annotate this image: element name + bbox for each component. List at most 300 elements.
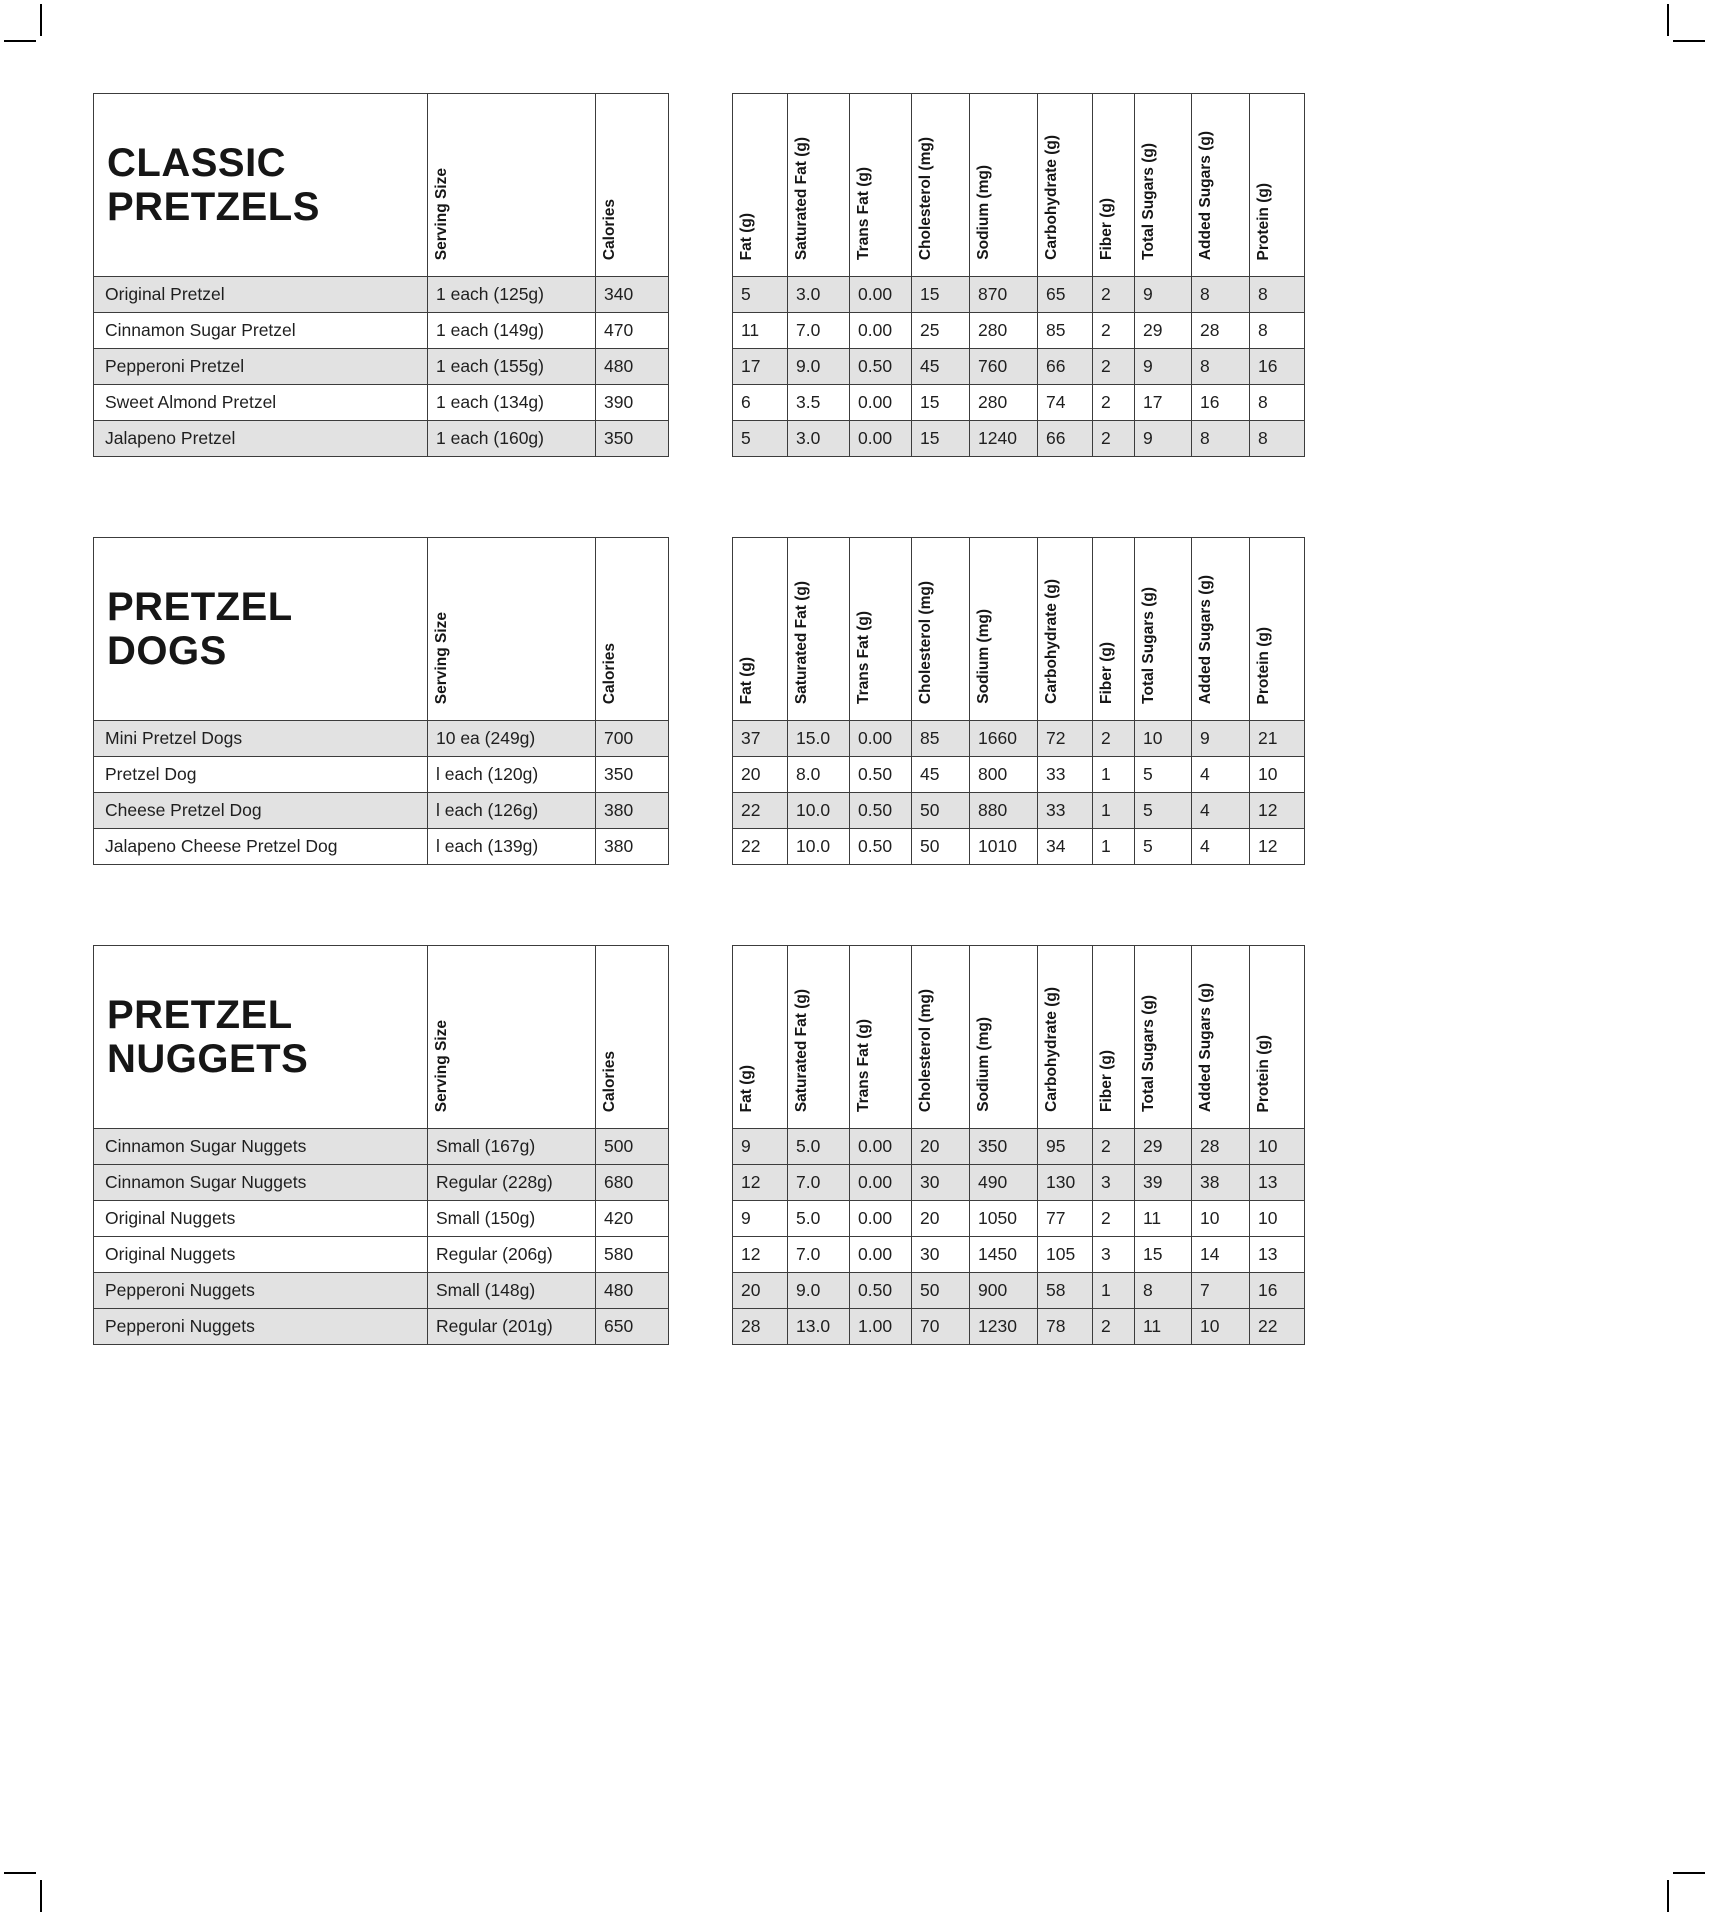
nutrition-value-cell: 0.50 xyxy=(850,1273,912,1309)
table-row xyxy=(733,1273,1305,1309)
table-row xyxy=(733,313,1305,349)
header-label: Protein (g) xyxy=(1255,626,1272,704)
nutrition-value-cell: 8 xyxy=(1192,277,1250,313)
serving-size-cell: Regular (228g) xyxy=(428,1165,596,1201)
crop-mark xyxy=(1667,1880,1669,1912)
nutrition-value-cell: 3 xyxy=(1093,1165,1135,1201)
nutrition-value-cell: 280 xyxy=(970,385,1038,421)
nutrition-value-cell: 20 xyxy=(912,1201,970,1237)
nutrition-value-cell: 0.50 xyxy=(850,829,912,865)
nutrition-value-cell: 880 xyxy=(970,793,1038,829)
nutrition-value-cell: 66 xyxy=(1038,421,1093,457)
nutrition-value-cell: 2 xyxy=(1093,313,1135,349)
table-row xyxy=(94,277,669,313)
calories-cell: 650 xyxy=(596,1309,669,1345)
menu-section xyxy=(93,93,1305,457)
header-label: Fat (g) xyxy=(738,656,755,704)
calories-cell: 390 xyxy=(596,385,669,421)
header-label: Fiber (g) xyxy=(1098,198,1115,260)
header-label: Saturated Fat (g) xyxy=(793,988,810,1112)
header-label: Cholesterol (mg) xyxy=(917,136,934,260)
crop-mark xyxy=(1673,1872,1705,1874)
nutrition-column-header xyxy=(1192,538,1250,721)
table-row xyxy=(733,829,1305,865)
item-name-cell: Cheese Pretzel Dog xyxy=(94,793,428,829)
nutrition-value-cell: 34 xyxy=(1038,829,1093,865)
nutrition-value-cell: 11 xyxy=(1135,1201,1192,1237)
nutrition-value-cell: 28 xyxy=(1192,1129,1250,1165)
nutrition-value-cell: 12 xyxy=(1250,829,1305,865)
nutrition-value-cell: 33 xyxy=(1038,757,1093,793)
header-label: Added Sugars (g) xyxy=(1197,130,1214,260)
nutrition-value-cell: 30 xyxy=(912,1165,970,1201)
nutrition-value-cell: 10 xyxy=(1250,1129,1305,1165)
nutrition-value-cell: 10 xyxy=(1250,1201,1305,1237)
serving-size-header xyxy=(428,538,596,721)
calories-cell: 340 xyxy=(596,277,669,313)
serving-size-cell: l each (126g) xyxy=(428,793,596,829)
items-header-row xyxy=(94,946,669,1129)
nutrition-value-cell: 0.00 xyxy=(850,1165,912,1201)
nutrition-column-header xyxy=(1038,538,1093,721)
nutrition-value-cell: 1660 xyxy=(970,721,1038,757)
nutrition-value-cell: 870 xyxy=(970,277,1038,313)
nutrition-column-header xyxy=(788,538,850,721)
table-row xyxy=(94,385,669,421)
table-row xyxy=(94,1165,669,1201)
nutrition-column-header xyxy=(850,538,912,721)
nutrition-value-cell: 58 xyxy=(1038,1273,1093,1309)
nutrition-value-cell: 1 xyxy=(1093,1273,1135,1309)
nutrition-column-header xyxy=(733,538,788,721)
nutrition-value-cell: 70 xyxy=(912,1309,970,1345)
nutrition-value-cell: 3.0 xyxy=(788,277,850,313)
header-label: Carbohydrate (g) xyxy=(1043,987,1060,1112)
nutrition-column-header xyxy=(788,94,850,277)
item-name-cell: Original Nuggets xyxy=(94,1201,428,1237)
nutrition-value-cell: 7.0 xyxy=(788,1237,850,1273)
nutrition-column-header xyxy=(1250,94,1305,277)
menu-section xyxy=(93,537,1305,865)
nutrition-value-cell: 12 xyxy=(1250,793,1305,829)
nutrition-value-cell: 760 xyxy=(970,349,1038,385)
header-label: Calories xyxy=(601,642,618,704)
calories-cell: 350 xyxy=(596,757,669,793)
table-row xyxy=(94,1129,669,1165)
nutrition-value-cell: 12 xyxy=(733,1237,788,1273)
nutrition-header-row xyxy=(733,946,1305,1129)
nutrition-column-header xyxy=(1093,946,1135,1129)
nutrition-value-cell: 7 xyxy=(1192,1273,1250,1309)
header-label: Protein (g) xyxy=(1255,182,1272,260)
calories-cell: 480 xyxy=(596,349,669,385)
header-label: Fiber (g) xyxy=(1098,1050,1115,1112)
item-name-cell: Pretzel Dog xyxy=(94,757,428,793)
calories-cell: 500 xyxy=(596,1129,669,1165)
nutrition-value-cell: 78 xyxy=(1038,1309,1093,1345)
item-name-cell: Original Nuggets xyxy=(94,1237,428,1273)
nutrition-value-cell: 10 xyxy=(1250,757,1305,793)
nutrition-value-cell: 10 xyxy=(1135,721,1192,757)
serving-size-cell: Small (150g) xyxy=(428,1201,596,1237)
serving-size-cell: 1 each (149g) xyxy=(428,313,596,349)
nutrition-value-cell: 77 xyxy=(1038,1201,1093,1237)
nutrition-value-cell: 5 xyxy=(1135,793,1192,829)
nutrition-value-cell: 10.0 xyxy=(788,829,850,865)
items-table xyxy=(93,93,669,457)
header-label: Fat (g) xyxy=(738,212,755,260)
section-title-line: NUGGETS xyxy=(107,1037,309,1081)
table-row xyxy=(94,829,669,865)
nutrition-value-cell: 37 xyxy=(733,721,788,757)
nutrition-value-cell: 50 xyxy=(912,793,970,829)
nutrition-value-cell: 21 xyxy=(1250,721,1305,757)
table-row xyxy=(733,721,1305,757)
calories-cell: 580 xyxy=(596,1237,669,1273)
nutrition-value-cell: 9 xyxy=(1135,421,1192,457)
nutrition-column-header xyxy=(1192,94,1250,277)
nutrition-column-header xyxy=(1192,946,1250,1129)
nutrition-value-cell: 15 xyxy=(912,385,970,421)
header-label: Saturated Fat (g) xyxy=(793,136,810,260)
nutrition-value-cell: 8 xyxy=(1250,385,1305,421)
nutrition-value-cell: 1 xyxy=(1093,793,1135,829)
nutrition-value-cell: 3.0 xyxy=(788,421,850,457)
nutrition-value-cell: 1010 xyxy=(970,829,1038,865)
nutrition-value-cell: 13 xyxy=(1250,1237,1305,1273)
section-title-line: PRETZEL xyxy=(107,993,293,1037)
item-name-cell: Pepperoni Pretzel xyxy=(94,349,428,385)
nutrition-value-cell: 29 xyxy=(1135,313,1192,349)
nutrition-value-cell: 2 xyxy=(1093,1129,1135,1165)
nutrition-value-cell: 6 xyxy=(733,385,788,421)
items-table xyxy=(93,537,669,865)
nutrition-value-cell: 9.0 xyxy=(788,1273,850,1309)
menu-section xyxy=(93,945,1305,1345)
table-row xyxy=(733,349,1305,385)
crop-mark xyxy=(4,40,36,42)
section-title-line: PRETZELS xyxy=(107,185,320,229)
table-row xyxy=(94,1273,669,1309)
table-row xyxy=(94,1237,669,1273)
calories-cell: 470 xyxy=(596,313,669,349)
nutrition-value-cell: 1050 xyxy=(970,1201,1038,1237)
nutrition-value-cell: 0.00 xyxy=(850,1237,912,1273)
serving-size-cell: l each (120g) xyxy=(428,757,596,793)
nutrition-value-cell: 8 xyxy=(1250,313,1305,349)
nutrition-value-cell: 85 xyxy=(1038,313,1093,349)
calories-cell: 700 xyxy=(596,721,669,757)
header-label: Protein (g) xyxy=(1255,1034,1272,1112)
nutrition-column-header xyxy=(1135,538,1192,721)
nutrition-value-cell: 1230 xyxy=(970,1309,1038,1345)
nutrition-value-cell: 45 xyxy=(912,349,970,385)
nutrition-value-cell: 800 xyxy=(970,757,1038,793)
header-label: Fat (g) xyxy=(738,1064,755,1112)
crop-mark xyxy=(40,4,42,36)
nutrition-value-cell: 10 xyxy=(1192,1201,1250,1237)
header-label: Calories xyxy=(601,1050,618,1112)
serving-size-header xyxy=(428,94,596,277)
item-name-cell: Cinnamon Sugar Pretzel xyxy=(94,313,428,349)
nutrition-value-cell: 15.0 xyxy=(788,721,850,757)
nutrition-value-cell: 22 xyxy=(1250,1309,1305,1345)
items-header-row xyxy=(94,538,669,721)
nutrition-value-cell: 5 xyxy=(733,277,788,313)
nutrition-value-cell: 2 xyxy=(1093,349,1135,385)
item-name-cell: Pepperoni Nuggets xyxy=(94,1273,428,1309)
header-label: Sodium (mg) xyxy=(975,1017,992,1112)
header-label: Serving Size xyxy=(433,167,450,260)
nutrition-column-header xyxy=(1135,946,1192,1129)
nutrition-value-cell: 8 xyxy=(1135,1273,1192,1309)
nutrition-value-cell: 0.50 xyxy=(850,757,912,793)
nutrition-value-cell: 0.00 xyxy=(850,421,912,457)
header-label: Added Sugars (g) xyxy=(1197,574,1214,704)
section-title xyxy=(94,946,428,1129)
calories-header xyxy=(596,946,669,1129)
table-row xyxy=(733,421,1305,457)
item-name-cell: Jalapeno Cheese Pretzel Dog xyxy=(94,829,428,865)
nutrition-value-cell: 50 xyxy=(912,829,970,865)
section-title-line: DOGS xyxy=(107,629,227,673)
nutrition-value-cell: 14 xyxy=(1192,1237,1250,1273)
header-label: Trans Fat (g) xyxy=(855,166,872,260)
nutrition-value-cell: 72 xyxy=(1038,721,1093,757)
item-name-cell: Cinnamon Sugar Nuggets xyxy=(94,1129,428,1165)
table-row xyxy=(733,277,1305,313)
nutrition-value-cell: 15 xyxy=(1135,1237,1192,1273)
header-label: Calories xyxy=(601,198,618,260)
nutrition-value-cell: 15 xyxy=(912,277,970,313)
nutrition-value-cell: 5 xyxy=(733,421,788,457)
nutrition-column-header xyxy=(1250,946,1305,1129)
nutrition-column-header xyxy=(912,94,970,277)
calories-cell: 480 xyxy=(596,1273,669,1309)
item-name-cell: Jalapeno Pretzel xyxy=(94,421,428,457)
crop-mark xyxy=(40,1880,42,1912)
table-row xyxy=(94,721,669,757)
header-label: Trans Fat (g) xyxy=(855,1018,872,1112)
nutrition-table xyxy=(732,945,1305,1345)
nutrition-value-cell: 2 xyxy=(1093,721,1135,757)
serving-size-cell: 1 each (160g) xyxy=(428,421,596,457)
crop-mark xyxy=(4,1872,36,1874)
nutrition-value-cell: 5.0 xyxy=(788,1201,850,1237)
nutrition-value-cell: 0.00 xyxy=(850,385,912,421)
nutrition-value-cell: 7.0 xyxy=(788,313,850,349)
nutrition-value-cell: 9 xyxy=(733,1201,788,1237)
nutrition-value-cell: 30 xyxy=(912,1237,970,1273)
nutrition-value-cell: 490 xyxy=(970,1165,1038,1201)
header-label: Added Sugars (g) xyxy=(1197,982,1214,1112)
nutrition-value-cell: 28 xyxy=(733,1309,788,1345)
items-table xyxy=(93,945,669,1345)
nutrition-column-header xyxy=(1093,94,1135,277)
nutrition-value-cell: 20 xyxy=(912,1129,970,1165)
nutrition-column-header xyxy=(733,94,788,277)
table-row xyxy=(94,793,669,829)
header-label: Carbohydrate (g) xyxy=(1043,579,1060,704)
table-row xyxy=(733,1309,1305,1345)
header-label: Total Sugars (g) xyxy=(1140,143,1157,260)
nutrition-value-cell: 1.00 xyxy=(850,1309,912,1345)
nutrition-value-cell: 65 xyxy=(1038,277,1093,313)
nutrition-value-cell: 38 xyxy=(1192,1165,1250,1201)
nutrition-value-cell: 28 xyxy=(1192,313,1250,349)
nutrition-column-header xyxy=(912,538,970,721)
nutrition-column-header xyxy=(1135,94,1192,277)
header-label: Saturated Fat (g) xyxy=(793,580,810,704)
header-label: Serving Size xyxy=(433,611,450,704)
nutrition-value-cell: 8 xyxy=(1192,349,1250,385)
nutrition-column-header xyxy=(1093,538,1135,721)
calories-cell: 380 xyxy=(596,793,669,829)
nutrition-value-cell: 280 xyxy=(970,313,1038,349)
header-label: Total Sugars (g) xyxy=(1140,995,1157,1112)
nutrition-value-cell: 22 xyxy=(733,829,788,865)
nutrition-value-cell: 45 xyxy=(912,757,970,793)
nutrition-value-cell: 16 xyxy=(1250,1273,1305,1309)
nutrition-value-cell: 105 xyxy=(1038,1237,1093,1273)
nutrition-value-cell: 3.5 xyxy=(788,385,850,421)
nutrition-value-cell: 0.00 xyxy=(850,313,912,349)
nutrition-header-row xyxy=(733,538,1305,721)
nutrition-value-cell: 0.00 xyxy=(850,721,912,757)
crop-mark xyxy=(1667,4,1669,36)
nutrition-column-header xyxy=(1038,946,1093,1129)
nutrition-value-cell: 0.00 xyxy=(850,1201,912,1237)
nutrition-column-header xyxy=(1038,94,1093,277)
nutrition-value-cell: 10 xyxy=(1192,1309,1250,1345)
table-row xyxy=(733,1237,1305,1273)
section-title xyxy=(94,538,428,721)
item-name-cell: Cinnamon Sugar Nuggets xyxy=(94,1165,428,1201)
nutrition-column-header xyxy=(788,946,850,1129)
serving-size-cell: Small (167g) xyxy=(428,1129,596,1165)
nutrition-value-cell: 15 xyxy=(912,421,970,457)
section-title-line: PRETZEL xyxy=(107,585,293,629)
nutrition-value-cell: 11 xyxy=(1135,1309,1192,1345)
header-label: Trans Fat (g) xyxy=(855,610,872,704)
nutrition-value-cell: 2 xyxy=(1093,421,1135,457)
table-row xyxy=(733,1201,1305,1237)
nutrition-value-cell: 8 xyxy=(1192,421,1250,457)
nutrition-value-cell: 0.00 xyxy=(850,277,912,313)
nutrition-value-cell: 5 xyxy=(1135,829,1192,865)
nutrition-value-cell: 2 xyxy=(1093,1309,1135,1345)
nutrition-value-cell: 25 xyxy=(912,313,970,349)
table-row xyxy=(94,1201,669,1237)
header-label: Serving Size xyxy=(433,1019,450,1112)
nutrition-value-cell: 17 xyxy=(1135,385,1192,421)
nutrition-column-header xyxy=(912,946,970,1129)
nutrition-value-cell: 2 xyxy=(1093,385,1135,421)
table-row xyxy=(733,1129,1305,1165)
nutrition-value-cell: 33 xyxy=(1038,793,1093,829)
nutrition-value-cell: 1 xyxy=(1093,757,1135,793)
nutrition-value-cell: 8 xyxy=(1250,277,1305,313)
nutrition-value-cell: 8.0 xyxy=(788,757,850,793)
nutrition-column-header xyxy=(733,946,788,1129)
section-title-line: CLASSIC xyxy=(107,141,287,185)
nutrition-value-cell: 4 xyxy=(1192,757,1250,793)
nutrition-value-cell: 4 xyxy=(1192,829,1250,865)
nutrition-value-cell: 11 xyxy=(733,313,788,349)
nutrition-value-cell: 350 xyxy=(970,1129,1038,1165)
header-label: Cholesterol (mg) xyxy=(917,988,934,1112)
calories-cell: 420 xyxy=(596,1201,669,1237)
nutrition-value-cell: 130 xyxy=(1038,1165,1093,1201)
serving-size-cell: l each (139g) xyxy=(428,829,596,865)
nutrition-value-cell: 3 xyxy=(1093,1237,1135,1273)
nutrition-value-cell: 9.0 xyxy=(788,349,850,385)
table-row xyxy=(733,757,1305,793)
nutrition-value-cell: 17 xyxy=(733,349,788,385)
serving-size-cell: 1 each (134g) xyxy=(428,385,596,421)
nutrition-value-cell: 66 xyxy=(1038,349,1093,385)
table-row xyxy=(733,1165,1305,1201)
nutrition-value-cell: 9 xyxy=(1135,349,1192,385)
header-label: Sodium (mg) xyxy=(975,609,992,704)
nutrition-value-cell: 900 xyxy=(970,1273,1038,1309)
calories-cell: 380 xyxy=(596,829,669,865)
nutrition-value-cell: 5 xyxy=(1135,757,1192,793)
table-row xyxy=(94,421,669,457)
serving-size-cell: Small (148g) xyxy=(428,1273,596,1309)
table-row xyxy=(94,1309,669,1345)
nutrition-value-cell: 29 xyxy=(1135,1129,1192,1165)
serving-size-header xyxy=(428,946,596,1129)
nutrition-column-header xyxy=(850,946,912,1129)
nutrition-column-header xyxy=(970,538,1038,721)
nutrition-column-header xyxy=(970,94,1038,277)
nutrition-value-cell: 12 xyxy=(733,1165,788,1201)
table-row xyxy=(94,313,669,349)
item-name-cell: Pepperoni Nuggets xyxy=(94,1309,428,1345)
nutrition-value-cell: 10.0 xyxy=(788,793,850,829)
nutrition-value-cell: 0.00 xyxy=(850,1129,912,1165)
header-label: Carbohydrate (g) xyxy=(1043,135,1060,260)
sections-container xyxy=(93,93,1305,1425)
items-header-row xyxy=(94,94,669,277)
nutrition-table xyxy=(732,93,1305,457)
nutrition-value-cell: 1450 xyxy=(970,1237,1038,1273)
nutrition-value-cell: 9 xyxy=(733,1129,788,1165)
item-name-cell: Mini Pretzel Dogs xyxy=(94,721,428,757)
item-name-cell: Sweet Almond Pretzel xyxy=(94,385,428,421)
nutrition-value-cell: 7.0 xyxy=(788,1165,850,1201)
nutrition-column-header xyxy=(850,94,912,277)
table-row xyxy=(94,349,669,385)
nutrition-value-cell: 0.50 xyxy=(850,349,912,385)
nutrition-value-cell: 9 xyxy=(1135,277,1192,313)
crop-mark xyxy=(1673,40,1705,42)
calories-header xyxy=(596,94,669,277)
nutrition-column-header xyxy=(970,946,1038,1129)
nutrition-value-cell: 20 xyxy=(733,757,788,793)
serving-size-cell: 1 each (155g) xyxy=(428,349,596,385)
nutrition-value-cell: 2 xyxy=(1093,1201,1135,1237)
header-label: Fiber (g) xyxy=(1098,642,1115,704)
calories-cell: 350 xyxy=(596,421,669,457)
nutrition-value-cell: 13.0 xyxy=(788,1309,850,1345)
nutrition-value-cell: 4 xyxy=(1192,793,1250,829)
table-row xyxy=(94,757,669,793)
nutrition-value-cell: 16 xyxy=(1250,349,1305,385)
serving-size-cell: 1 each (125g) xyxy=(428,277,596,313)
header-label: Sodium (mg) xyxy=(975,165,992,260)
